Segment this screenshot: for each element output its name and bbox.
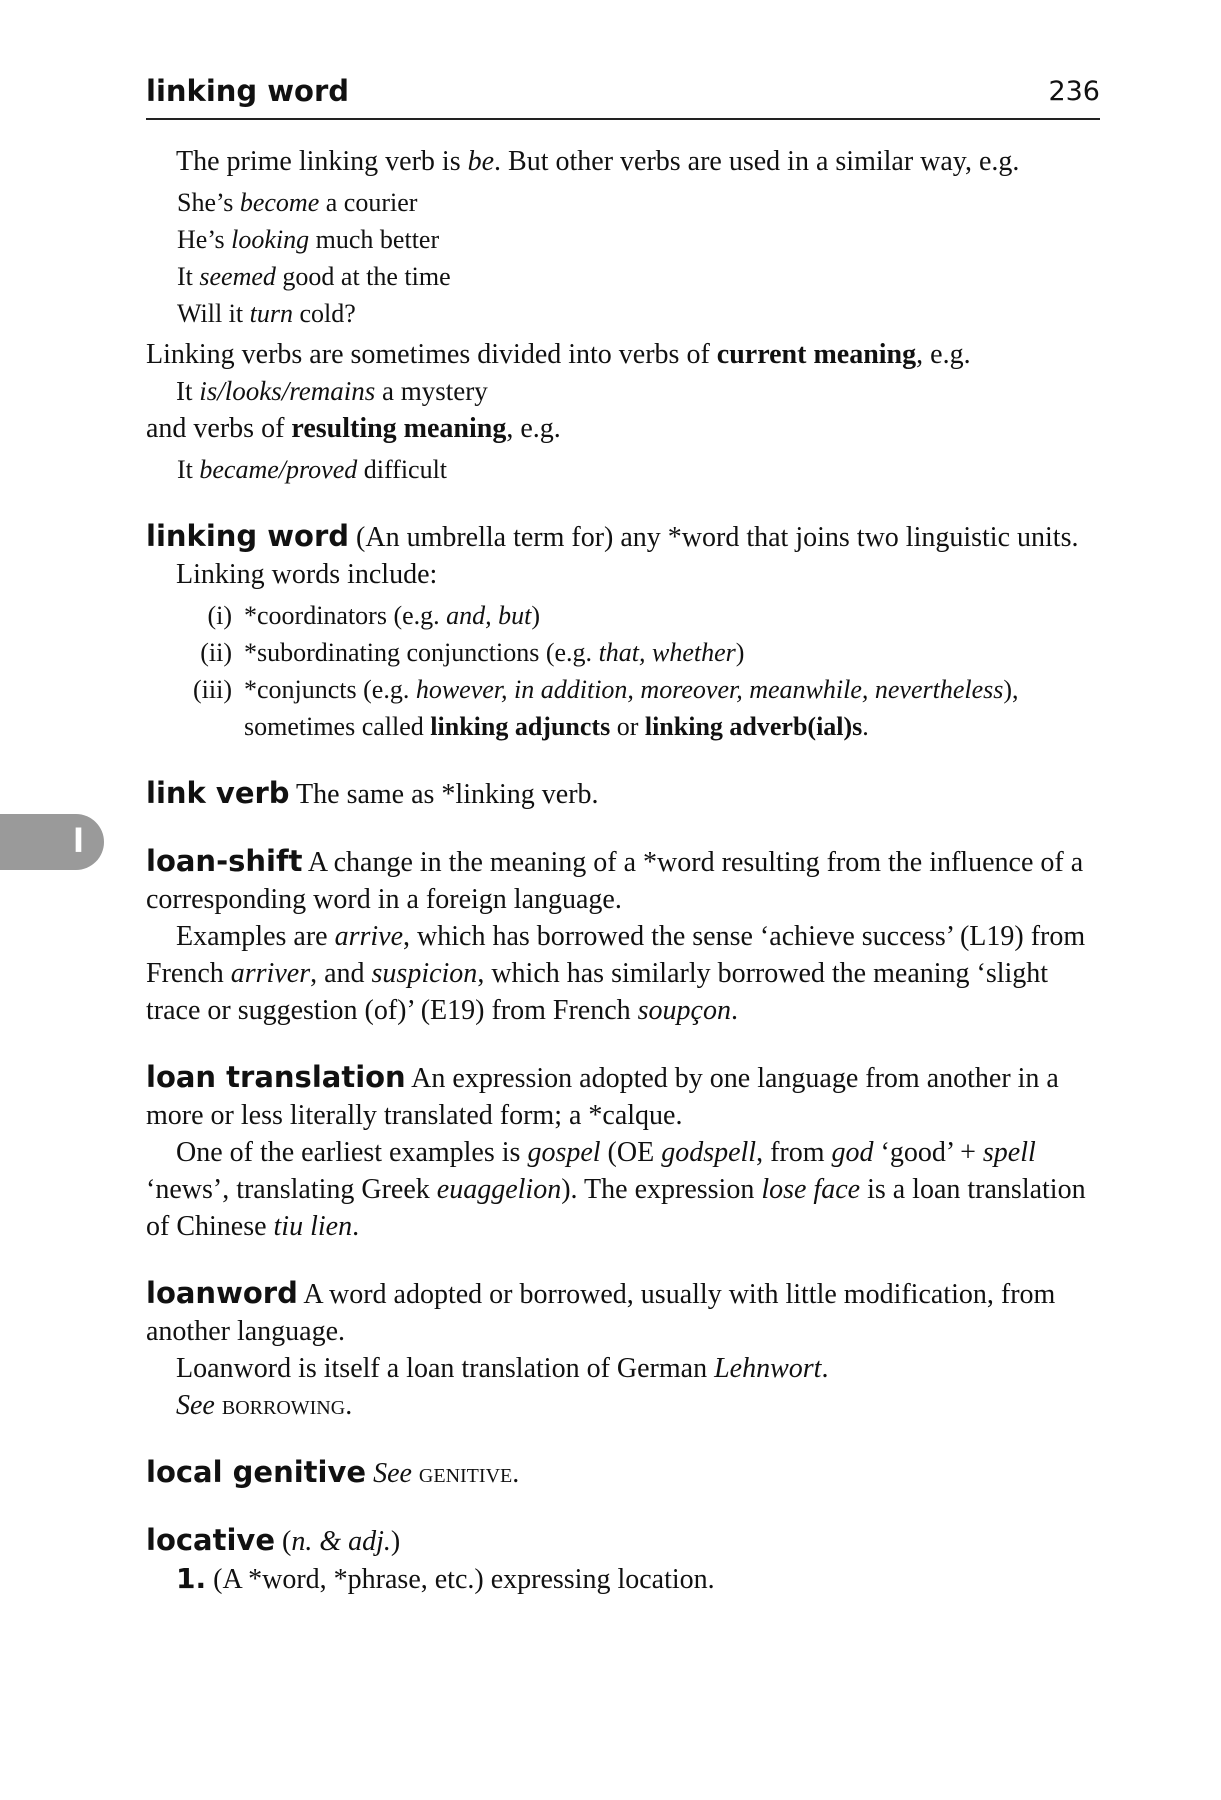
entry-linking-verb-continued [146,143,1100,488]
definition: The same as *linking verb. [296,779,599,810]
paragraph: and verbs of resulting meaning, e.g. [146,413,561,444]
entry-locative: locative (n. & adj.) 1. (A *word, *phrase, etc.) expressing location. [146,1522,1100,1598]
list-item: (iii) *conjuncts (e.g. however, in addition, moreover, meanwhile, nevertheless), sometimes called linking adjuncts or linking adverb(ial)s. [193,675,1019,741]
headword: locative [146,1523,275,1557]
definition: A word adopted or borrowed, usually with little modification, from another language. [146,1279,1056,1347]
example: Will it turn cold? [177,299,356,328]
headword: local genitive [146,1455,367,1489]
cross-reference: See borrowing. [176,1390,353,1421]
headword: link verb [146,776,290,810]
entry-local-genitive: local genitive See genitive. [146,1455,520,1489]
headword: loan translation [146,1060,406,1094]
entry-loan-translation [146,1059,1100,1245]
paragraph: Loanword is itself a loan translation of German Lehnwort. [176,1353,829,1384]
paragraph: Linking words include: [176,559,438,590]
headword: loanword [146,1276,298,1310]
thumb-index-tab [0,814,104,870]
thumb-index-letter: l [73,822,84,860]
paragraph: The prime linking verb is be. But other verbs are used in a similar way, e.g. [176,146,1020,177]
cross-reference-link[interactable]: borrowing [221,1390,346,1421]
running-header [146,72,1100,120]
part-of-speech: n. & adj. [291,1526,391,1557]
paragraph: Examples are arrive, which has borrowed the sense ‘achieve success’ (L19) from French arriver, and suspicion, which has similarly borrowed the meaning ‘slight trace or suggestion (of)’ (E19) from French soupçon. [146,921,1086,1026]
list-item: (i) *coordinators (e.g. and, but) [207,601,541,630]
paragraph: One of the earliest examples is gospel (OE godspell, from god ‘good’ + spell ‘news’, translating Greek euaggelion). The expression lose face is a loan translation of Chinese tiu lien. [146,1137,1086,1242]
definition: (An umbrella term for) any *word that joins two linguistic units. [356,522,1079,553]
list-item: (ii) *subordinating conjunctions (e.g. that, whether) [200,638,745,667]
headword: linking word [146,519,350,553]
numbered-list [146,597,1100,745]
cross-reference-link[interactable]: genitive [418,1458,513,1489]
entry-loan-shift [146,843,1100,1029]
example: It became/proved difficult [177,455,448,484]
definition: A change in the meaning of a *word resulting from the influence of a corresponding word in a foreign language. [146,847,1084,915]
example: She’s become a courier [177,188,418,217]
definition: An expression adopted by one language from another in a more or less literally translated form; a *calque. [146,1063,1059,1131]
headword: loan-shift [146,844,303,878]
entry-link-verb [146,775,1100,813]
sense-number: 1. [176,1562,207,1595]
page-number: 236 [1048,76,1100,107]
example: It is/looks/remains a mystery [176,376,488,406]
sense: 1. (A *word, *phrase, etc.) expressing location. [176,1562,715,1595]
running-head: linking word [146,74,350,108]
example: He’s looking much better [177,225,440,254]
example: It seemed good at the time [177,262,451,291]
dictionary-page-body [146,143,1100,1598]
paragraph: Linking verbs are sometimes divided into verbs of current meaning, e.g. [146,339,971,370]
entry-loanword [146,1275,1100,1424]
entry-linking-word [146,518,1100,745]
